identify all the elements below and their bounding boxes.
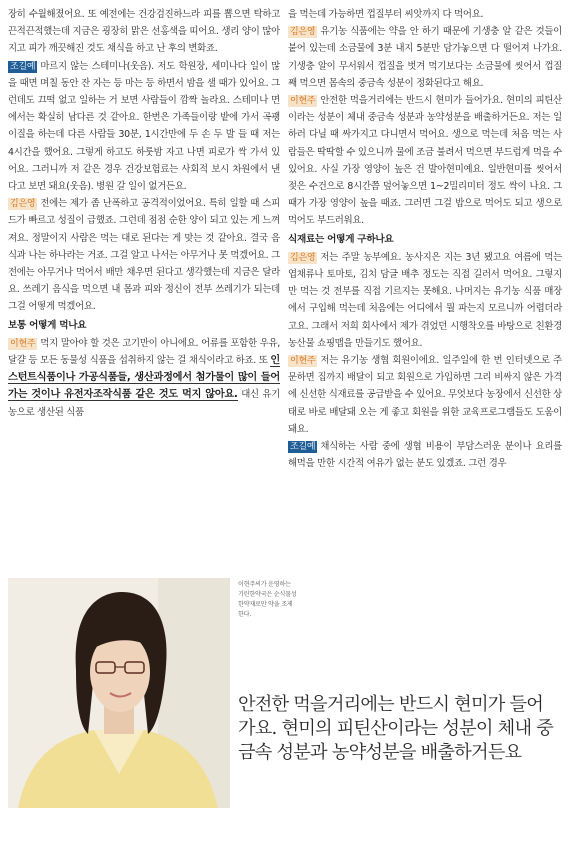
paragraph-text: 채식하는 사람 중에 생협 비용이 부담스러운 분이나 요리를 해먹을 만한 시간적 여유가 없는 분도 있겠죠. 그런 경우 — [288, 441, 562, 470]
paragraph-text: 저는 유기농 생협 회원이에요. 일주일에 한 번 인터넷으로 주문하면 집까지 배달이 되고 회원으로 가입하면 그리 비싸지 않은 가격에 신선한 식재료를 공급받을 수 있어요. 무엇보다 농장에서 신선한 상태로 바로 배달돼 오는 게 좋고 회원을 위한 교육프로그램들도 도움이 돼요. — [288, 355, 562, 435]
paragraph-lee — [288, 352, 562, 438]
paragraph-lee — [288, 92, 562, 230]
paragraph-kim — [288, 23, 562, 92]
pull-quote: 안전한 먹을거리에는 반드시 현미가 들어가요. 현미의 피틴산이라는 성분이 체내 중금속 성분과 농약성분을 배출하거든요 — [238, 694, 553, 763]
speaker-tag: 김은영 — [290, 252, 316, 263]
highlighted-text: 인스턴트식품이나 가공식품들, 생산과정에서 첨가물이 많이 들어가는 것이나 유전자조작식품 같은 것도 먹지 않아요. — [8, 355, 280, 401]
speaker-tag: 김은영 — [290, 27, 316, 38]
paragraph-text: 유기농 식품에는 약을 안 하기 때문에 기생충 알 같은 것들이 붙어 있는데 소금물에 3분 내지 5분만 담가놓으면 다 떨어져 나가요. 기생충 알이 무서워서 껍질을 벗겨 먹기보다는 소금물에 씻어서 껍질째 먹으면 몸속의 중금속 성분이 정화된다고 해요. — [288, 26, 562, 89]
right-intro-paragraph: 을 먹는데 가능하면 껍질부터 씨앗까지 다 먹어요. — [288, 9, 484, 20]
photo-caption: 이현주씨가 운영하는 기린한약국은 순식물성 한약재로만 약을 조제한다. — [238, 581, 297, 618]
paragraph-text: 먹지 말아야 할 것은 고기만이 아니에요. 어류를 포함한 우유, 달걀 등 모든 동물성 식품을 섭취하지 않는 걸 채식이라고 하죠. 또 — [8, 337, 280, 367]
paragraph-text: 저는 주말 농부예요. 농사지은 지는 3년 됐고요 여름에 먹는 엽채류나 토마토, 김치 담글 배추 정도는 직접 길러서 먹어요. 그렇지만 먹는 것 전부를 직접 기르지는 못해요. 나머지는 유기농 식품 매장에서 구입해 먹는데 처음에는 어디에서 뭘 파는지 모르니까 어렵더라고요. 그래서 저희 회사에서 제가 겪었던 시행착오를 바탕으로 친환경 농산물 쇼핑맵을 만들기도 했어요. — [288, 251, 562, 349]
left-column — [8, 6, 280, 421]
speaker-tag: 이현주 — [10, 338, 36, 349]
left-intro-paragraph: 장히 수월해졌어요. 또 예전에는 건강검진하느라 피를 뽑으면 탁하고 끈적끈적했는데 지금은 굉장히 맑은 선홍색을 띠어요. 생리 양이 많아지고 피가 깨끗해진 것도 채식을 하고 난 후의 변화죠. — [8, 9, 280, 55]
portrait-illustration — [8, 578, 230, 808]
portrait-photo — [8, 578, 230, 808]
paragraph-text: 안전한 먹을거리에는 반드시 현미가 들어가요. 현미의 피틴산이라는 성분이 체내 중금속 성분과 농약성분을 배출하거든요. 저는 일하러 다닐 때 싸가지고 다니면서 먹어요. 생으로 먹는데 처음 먹는 사람들은 딱딱할 수 있으니까 물에 조금 불려서 먹으면 부드럽게 먹을 수 있어요. 사실 가장 영양이 높은 건 발아현미예요. 일반현미를 씻어서 젖은 수건으로 8시간쯤 덮어놓으면 1~2밀리미터 정도 싹이 나요. 그때가 가장 영양이 높을 때죠. 그러면 그걸 밥으로 먹어도 되고 생으로 먹어도 부드러워요. — [288, 95, 562, 227]
speaker-tag: 조길예 — [10, 61, 36, 72]
paragraph-jo — [288, 438, 562, 472]
section-heading: 보통 어떻게 먹나요 — [8, 319, 87, 331]
right-column — [288, 6, 562, 472]
paragraph-lee — [8, 335, 280, 421]
speaker-tag: 김은영 — [10, 199, 36, 210]
speaker-tag: 이현주 — [290, 96, 316, 107]
paragraph-kim — [8, 195, 280, 315]
speaker-tag: 이현주 — [290, 356, 316, 367]
paragraph-text: 전에는 제가 좀 난폭하고 공격적이었어요. 특히 일할 때 스피드가 빠르고 성질이 급했죠. 그런데 점점 순한 양이 되고 있는 게 느껴져요. 정말이지 사람은 먹는 대로 된다는 게 맞는 것 같아요. 결국 음식과 나는 하나라는 거죠. 그걸 알고 나서는 아무거나 못 먹겠어요. 그 전에는 아무거나 먹어서 배만 채우면 된다고 생각했는데 지금은 달라요. 쓰레기 음식을 먹으면 내 몸과 피와 정신이 전부 쓰레기가 되는데 그걸 어떻게 먹겠어요. — [8, 198, 280, 313]
paragraph-text: 마르지 않는 스테미나(웃음). 저도 학원장, 세미나다 일이 많을 때면 며칠 동안 잔 자는 등 마는 등 하면서 밤을 샐 때가 있어요. 그런데도 끄떡 없고 일하는 거 보면 사람들이 깜짝 놀라요. 스테미나 면에서는 확실히 남다른 것 같아요. 한번은 가족들이랑 밭에 가서 곡괭이질을 하는데 다른 사람들 30분, 1시간만에 두 손 두 발 들 때 저는 4시간을 했어요. 그렇게 하고도 하룻밤 자고 나면 피로가 싹 가셔 있어요. 그러니까 저 같은 경우 건강보험료는 사회적 보시 차원에서 낸다고 보면 돼요(웃음). 병원 갈 일이 없거든요. — [8, 60, 280, 193]
paragraph-jo — [8, 58, 280, 196]
section-heading: 식재료는 어떻게 구하나요 — [288, 233, 394, 245]
speaker-tag: 조길예 — [290, 442, 316, 453]
paragraph-kim — [288, 249, 562, 352]
paragraph-text: 대신 유기농으로 생산된 식품 — [8, 389, 281, 418]
